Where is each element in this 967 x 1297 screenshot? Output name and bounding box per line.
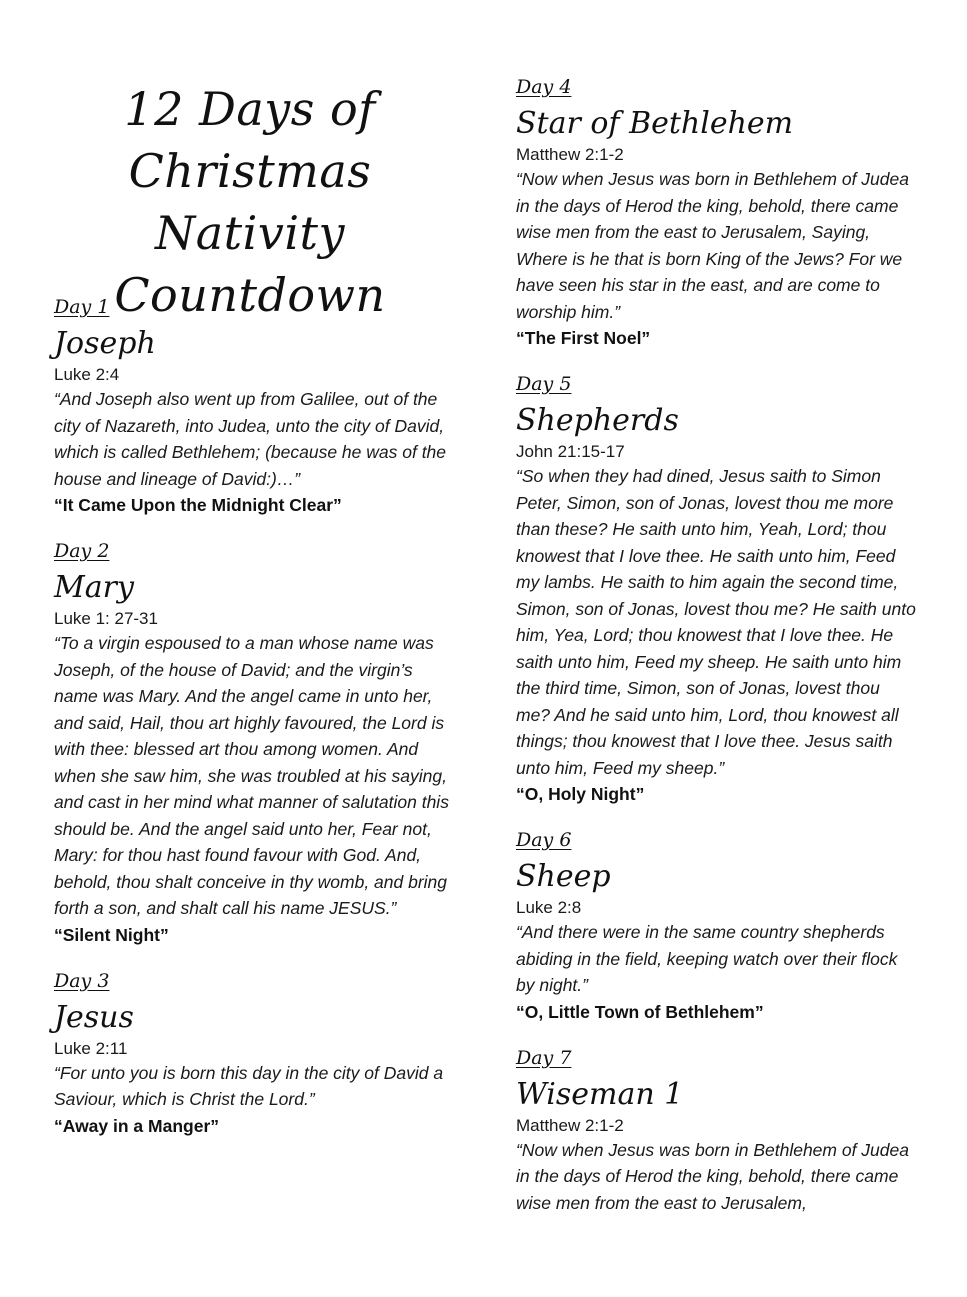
day-2-entry	[54, 540, 454, 948]
scripture-reference: Luke 2:4	[54, 365, 120, 384]
entry-title: Star of Bethlehem	[516, 106, 794, 141]
day-label: Day 3	[54, 969, 110, 992]
day-7-entry	[516, 1047, 916, 1217]
day-3-entry	[54, 970, 454, 1139]
entry-title: Sheep	[516, 859, 611, 894]
left-column	[54, 296, 454, 1139]
scripture-verse: “So when they had dined, Jesus saith to Simon Peter, Simon, son of Jonas, lovest thou me more than these? He saith unto him, Yeah, Lord; thou knowest that I love thee. He saith unto him, Feed my lambs. He saith to him again the second time, Simon, son of Jonas, lovest thou me? He saith unto him, Yea, Lord; thou knowest that I love thee. He saith unto him, Feed my sheep. He saith unto him the third time, Simon, son of Jonas, lovest thou me? And he said unto him, Lord, thou knowest all things; thou knowest that I love thee. Jesus saith unto him, Feed my sheep.”	[516, 466, 916, 778]
song-title: “It Came Upon the Midnight Clear”	[54, 495, 342, 515]
scripture-reference: John 21:15-17	[516, 442, 625, 461]
scripture-reference: Matthew 2:1-2	[516, 145, 624, 164]
day-4-entry	[516, 76, 916, 351]
song-title: “Silent Night”	[54, 924, 169, 945]
title-line-1: 12 Days of Christmas	[124, 82, 376, 198]
scripture-reference: Matthew 2:1-2	[516, 1115, 624, 1135]
day-label: Day 7	[516, 1046, 572, 1069]
scripture-verse: “Now when Jesus was born in Bethlehem of Judea in the days of Herod the king, behold, there came wise men from the east to Jerusalem, Saying, Where is he that is born King of the Jews? For we have seen his star in the east, and are come to worship him.”	[516, 169, 909, 322]
entry-title: Wiseman 1	[516, 1076, 684, 1112]
scripture-verse: “And there were in the same country shepherds abiding in the field, keeping watch over their flock by night.”	[516, 922, 898, 995]
song-title: “O, Little Town of Bethlehem”	[516, 1001, 764, 1022]
day-5-entry	[516, 373, 916, 807]
right-column	[516, 76, 916, 1216]
scripture-reference: Luke 2:8	[516, 898, 582, 917]
day-label: Day 2	[54, 540, 110, 562]
scripture-verse: “And Joseph also went up from Galilee, out of the city of Nazareth, into Judea, unto the city of David, which is called Bethlehem; (because he was of the house and lineage of David:)…”	[54, 389, 447, 489]
song-title: “Away in a Manger”	[54, 1115, 220, 1136]
entry-title: Shepherds	[516, 403, 679, 438]
day-label: Day 5	[516, 373, 572, 395]
day-label: Day 4	[516, 76, 572, 98]
scripture-reference: Luke 2:11	[54, 1038, 128, 1058]
page-title	[40, 78, 460, 326]
title-line-2: Nativity Countdown	[114, 206, 386, 322]
scripture-verse: “For unto you is born this day in the city of David a Saviour, which is Christ the Lord.”	[54, 1062, 444, 1109]
scripture-reference: Luke 1: 27-31	[54, 609, 158, 628]
scripture-verse: “To a virgin espoused to a man whose name was Joseph, of the house of David; and the virgin’s name was Mary. And the angel came in unto her, and said, Hail, thou art highly favoured, the Lord is with thee: blessed art thou among women. And when she saw him, she was troubled at his saying, and cast in her mind what manner of salutation this should be. And the angel said unto her, Fear not, Mary: for thou hast found favour with God. And, behold, thou shalt conceive in thy womb, and bring forth a son, and shalt call his name JESUS.”	[54, 633, 449, 918]
day-label: Day 6	[516, 829, 572, 851]
scripture-verse: “Now when Jesus was born in Bethlehem of Judea in the days of Herod the king, behold, there came wise men from the east to Jerusalem,	[516, 1139, 909, 1213]
song-title: “O, Holy Night”	[516, 784, 645, 804]
song-title: “The First Noel”	[516, 328, 651, 348]
entry-title: Joseph	[54, 326, 156, 361]
day-1-entry	[54, 296, 454, 518]
day-label: Day 1	[54, 296, 110, 318]
entry-title: Mary	[54, 570, 134, 605]
entry-title: Jesus	[54, 999, 134, 1035]
day-6-entry	[516, 829, 916, 1025]
